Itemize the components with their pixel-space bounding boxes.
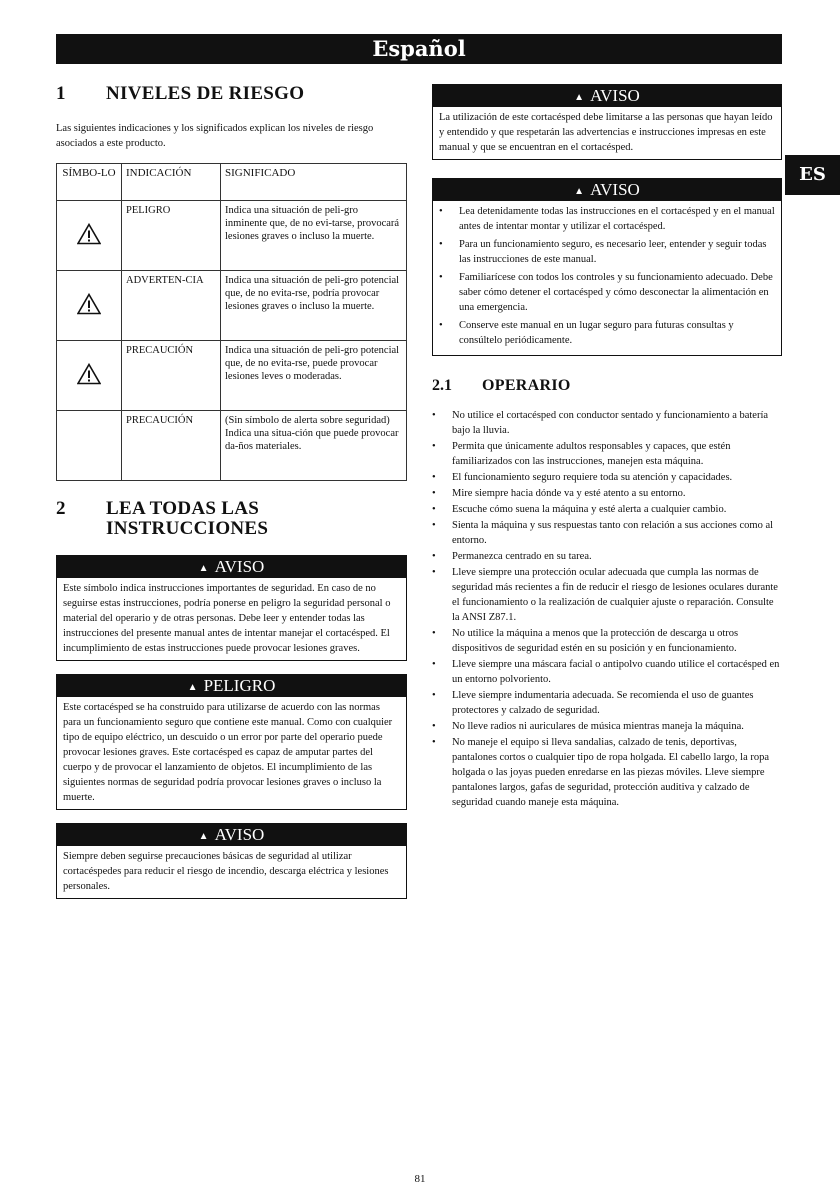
notice-header xyxy=(57,675,406,697)
notice-title: AVISO xyxy=(214,557,265,576)
list-item-text: Mire siempre hacia dónde va y esté atento a su entorno. xyxy=(452,488,686,499)
list-item xyxy=(432,735,782,810)
list-item xyxy=(432,719,782,734)
list-item xyxy=(432,486,782,501)
list-item-text: Escuche cómo suena la máquina y esté alerta a cualquier cambio. xyxy=(452,504,727,515)
symbol-cell xyxy=(57,271,122,341)
list-item-text: Lleve siempre indumentaria adecuada. Se recomienda el uso de guantes protectores y calzado de seguridad. xyxy=(452,690,754,716)
section-title: OPERARIO xyxy=(482,377,571,394)
language-header: Español xyxy=(56,34,782,64)
list-item xyxy=(439,318,775,348)
list-item-text: El funcionamiento seguro requiere toda su atención y capacidades. xyxy=(452,472,733,483)
list-item xyxy=(432,439,782,469)
notice-body: Este símbolo indica instrucciones importantes de seguridad. En caso de no seguirse estas instrucciones, podría ponerse en peligro la seguridad personal o material del operario y de otras personas. Debe leer y entender todas las instrucciones del presente manual antes de intentar manejar el cortacésped. El incumplimiento de estas instrucciones puede provocar lesiones graves. xyxy=(63,583,391,654)
list-item xyxy=(432,502,782,517)
notice-header xyxy=(57,824,406,846)
bullet-icon: • xyxy=(432,472,436,483)
notice-body xyxy=(433,201,781,355)
table-row xyxy=(57,201,407,271)
bullet-icon: • xyxy=(439,206,443,217)
list-item-text: Permanezca centrado en su tarea. xyxy=(452,551,592,562)
bullet-icon: • xyxy=(439,320,443,331)
warning-triangle-icon xyxy=(77,363,101,385)
meaning-cell: Indica una situación de peli-gro inminente que, de no evi-tarse, provocará lesiones graves o incluso la muerte. xyxy=(221,201,407,271)
section-1-heading xyxy=(56,84,407,104)
section-1-intro: Las siguientes indicaciones y los significados explican los niveles de riesgo asociados a este producto. xyxy=(56,123,374,149)
section-number: 2 xyxy=(56,498,66,519)
meaning-cell: Indica una situación de peli-gro potencial que, de no evita-rse, podría provocar lesiones graves o incluso la muerte. xyxy=(221,271,407,341)
notice-header xyxy=(433,179,781,201)
bullet-icon: • xyxy=(432,488,436,499)
language-tab: ES xyxy=(785,155,840,195)
list-item-text: Permita que únicamente adultos responsables y capaces, que estén familiarizados con las instrucciones, manejen esta máquina. xyxy=(452,441,731,467)
list-item xyxy=(439,270,775,315)
page-number: 81 xyxy=(414,1173,426,1185)
list-item-text: No utilice el cortacésped con conductor sentado y funcionamiento a batería bajo la lluvia. xyxy=(452,410,769,436)
column-header-symbol: SÍMBO-LO xyxy=(57,164,122,201)
bullet-icon: • xyxy=(432,567,436,578)
list-item xyxy=(432,518,782,548)
list-item xyxy=(432,470,782,485)
warning-triangle-icon xyxy=(77,293,101,315)
bullet-icon: • xyxy=(432,410,436,421)
list-item xyxy=(432,549,782,564)
symbol-cell xyxy=(57,201,122,271)
list-item-text: No lleve radios ni auriculares de música mientras maneja la máquina. xyxy=(452,721,744,732)
column-header-meaning: SIGNIFICADO xyxy=(221,164,407,201)
notice-body: Siempre deben seguirse precauciones básicas de seguridad al utilizar cortacéspedes para reducir el riesgo de incendio, descarga eléctrica y lesiones personales. xyxy=(63,851,389,892)
list-item xyxy=(432,408,782,438)
symbol-cell-empty xyxy=(57,411,122,481)
meaning-cell: (Sin símbolo de alerta sobre seguridad) Indica una situa-ción que puede provocar da-ños materiales. xyxy=(221,411,407,481)
table-row xyxy=(57,271,407,341)
list-item xyxy=(432,626,782,656)
subsection-2-1-heading xyxy=(432,376,782,396)
notice-title: AVISO xyxy=(590,86,640,105)
left-column xyxy=(56,84,407,899)
bullet-icon: • xyxy=(439,272,443,283)
aviso-notice-box xyxy=(56,555,407,661)
bullet-icon: • xyxy=(432,737,436,748)
indication-cell: PRECAUCIÓN xyxy=(122,411,221,481)
indication-cell: PELIGRO xyxy=(122,201,221,271)
notice-body: La utilización de este cortacésped debe limitarse a las personas que hayan leído y entendido y que respetarán las advertencias e instrucciones impresas en este manual y que se encuentran en el cortacésped. xyxy=(439,112,773,153)
indication-cell: ADVERTEN-CIA xyxy=(122,271,221,341)
list-item-text: No utilice la máquina a menos que la protección de descarga u otros dispositivos de seguridad estén en su posición y en funcionamiento. xyxy=(452,628,739,654)
list-item-text: Familiarícese con todos los controles y su funcionamiento adecuado. Debe saber cómo detener el cortacésped y cómo desconectar la alimentación en una emergencia. xyxy=(459,272,773,313)
bullet-icon: • xyxy=(432,659,436,670)
list-item-text: No maneje el equipo si lleva sandalias, calzado de tenis, deportivas, pantalones cortos o cualquier tipo de ropa holgada. El cabello largo, la ropa holgada o las joyas pueden enredarse en las piezas móviles. Lleve siempre pantalones largos, gafas de seguridad, protección auditiva y calzado de seguridad cuando maneje esta máquina. xyxy=(452,737,770,808)
aviso-list-box xyxy=(432,178,782,356)
notice-body: Este cortacésped se ha construido para utilizarse de acuerdo con las normas para un funcionamiento seguro que contiene este manual. Como con cualquier tipo de equipo eléctrico, un descuido o un error por parte del operario puede provocar lesiones graves. Este cortacésped es capaz de amputar partes del cuerpo y de provocar el lanzamiento de objetos. El incumplimiento de las siguientes normas de seguridad podría provocar lesiones graves o incluso la muerte. xyxy=(63,702,393,803)
notice-title: AVISO xyxy=(590,180,640,199)
list-item-text: Lleve siempre una protección ocular adecuada que cumpla las normas de seguridad más recientes a fin de reducir el riesgo de lesiones oculares durante el funcionamiento o la realización de cualquier ajuste o reparación. Consulte la ANSI Z87.1. xyxy=(452,567,778,623)
notice-list xyxy=(439,204,775,348)
list-item-text: Conserve este manual en un lugar seguro para futuras consultas y consúltelo periódicamente. xyxy=(459,320,734,346)
section-number: 1 xyxy=(56,83,66,104)
warning-triangle-icon: ▲ xyxy=(198,831,209,842)
bullet-icon: • xyxy=(432,628,436,639)
right-column xyxy=(432,84,782,811)
notice-title: AVISO xyxy=(214,825,265,844)
aviso-notice-box xyxy=(56,823,407,899)
list-item xyxy=(439,237,775,267)
bullet-icon: • xyxy=(432,520,436,531)
bullet-icon: • xyxy=(432,504,436,515)
risk-level-table xyxy=(56,163,407,481)
warning-triangle-icon xyxy=(77,223,101,245)
aviso-notice-box xyxy=(432,84,782,160)
list-item xyxy=(439,204,775,234)
warning-triangle-icon: ▲ xyxy=(574,92,585,103)
notice-title: PELIGRO xyxy=(203,676,276,695)
section-2-heading xyxy=(56,499,407,539)
bullet-icon: • xyxy=(432,551,436,562)
list-item-text: Sienta la máquina y sus respuestas tanto con relación a sus acciones como al entorno. xyxy=(452,520,774,546)
warning-triangle-icon: ▲ xyxy=(187,682,198,693)
table-row xyxy=(57,341,407,411)
section-title: NIVELES DE RIESGO xyxy=(106,83,305,104)
bullet-icon: • xyxy=(432,690,436,701)
notice-header xyxy=(57,556,406,578)
indication-cell: PRECAUCIÓN xyxy=(122,341,221,411)
section-title: LEA TODAS LAS INSTRUCCIONES xyxy=(106,498,269,539)
list-item-text: Lea detenidamente todas las instrucciones en el cortacésped y en el manual antes de intentar montar y utilizar el cortacésped. xyxy=(459,206,775,232)
section-number: 2.1 xyxy=(432,377,452,394)
bullet-icon: • xyxy=(439,239,443,250)
warning-triangle-icon: ▲ xyxy=(198,563,209,574)
warning-triangle-icon: ▲ xyxy=(574,186,585,197)
bullet-icon: • xyxy=(432,721,436,732)
table-row xyxy=(57,411,407,481)
list-item xyxy=(432,657,782,687)
operator-rules-list xyxy=(432,408,782,810)
symbol-cell xyxy=(57,341,122,411)
peligro-notice-box xyxy=(56,674,407,810)
notice-header xyxy=(433,85,781,107)
list-item-text: Lleve siempre una máscara facial o antipolvo cuando utilice el cortacésped en un entorno polvoriento. xyxy=(452,659,780,685)
list-item xyxy=(432,565,782,625)
bullet-icon: • xyxy=(432,441,436,452)
table-header-row xyxy=(57,164,407,201)
meaning-cell: Indica una situación de peli-gro potencial que, de no evita-rse, puede provocar lesiones leves o moderadas. xyxy=(221,341,407,411)
column-header-indication: INDICACIÓN xyxy=(122,164,221,201)
list-item-text: Para un funcionamiento seguro, es necesario leer, entender y seguir todas las instrucciones de este manual. xyxy=(459,239,767,265)
list-item xyxy=(432,688,782,718)
